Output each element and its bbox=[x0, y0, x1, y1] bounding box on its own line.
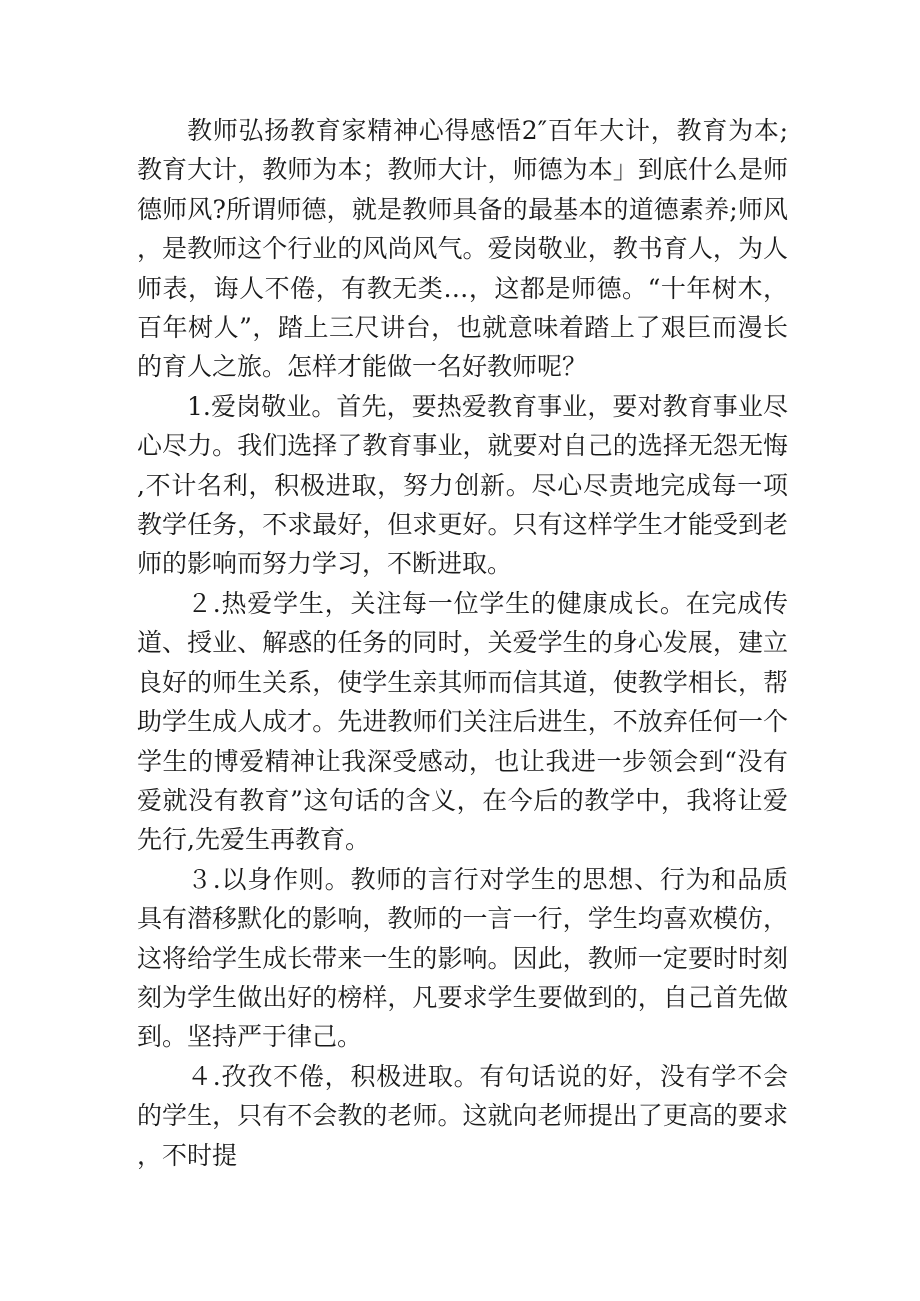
paragraph-point-1: 1.爱岗敬业。首先，要热爱教育事业，要对教育事业尽心尽力。我们选择了教育事业，就要对自己的选择无怨无悔,不计名利，积极进取，努力创新。尽心尽责地完成每一项教学任务，不求最好，但求更好。只有这样学生才能受到老师的影响而努力学习，不断进取。 bbox=[137, 391, 788, 579]
document-body bbox=[137, 111, 788, 1175]
paragraph-point-2: ２.热爱学生，关注每一位学生的健康成长。在完成传道、授业、解惑的任务的同时，关爱学生的身心发展，建立良好的师生关系，使学生亲其师而信其道，使教学相长，帮助学生成人成才。先进教师们关注后进生，不放弃任何一个学生的博爱精神让我深受感动，也让我进一步领会到“没有爱就没有教育”这句话的含义，在今后的教学中，我将让爱先行,先爱生再教育。 bbox=[137, 588, 788, 855]
paragraph-point-4: ４.孜孜不倦，积极进取。有句话说的好，没有学不会的学生，只有不会教的老师。这就向老师提出了更高的要求，不时提 bbox=[137, 1061, 788, 1170]
paragraph-point-3: ３.以身作则。教师的言行对学生的思想、行为和品质具有潜移默化的影响，教师的一言一行，学生均喜欢模仿，这将给学生成长带来一生的影响。因此，教师一定要时时刻刻为学生做出好的榜样，凡要求学生要做到的，自己首先做到。坚持严于律己。 bbox=[137, 864, 788, 1052]
paragraph-intro: 教师弘扬教育家精神心得感悟2″百年大计，教育为本;教育大计，教师为本；教师大计，师德为本」到底什么是师德师风?所谓师德，就是教师具备的最基本的道德素养;师风，是教师这个行业的风尚风气。爱岗敬业，教书育人，为人师表，诲人不倦，有教无类…，这都是师德。“十年树木，百年树人”，踏上三尺讲台，也就意味着踏上了艰巨而漫长的育人之旅。怎样才能做一名好教师呢？ bbox=[137, 116, 788, 382]
